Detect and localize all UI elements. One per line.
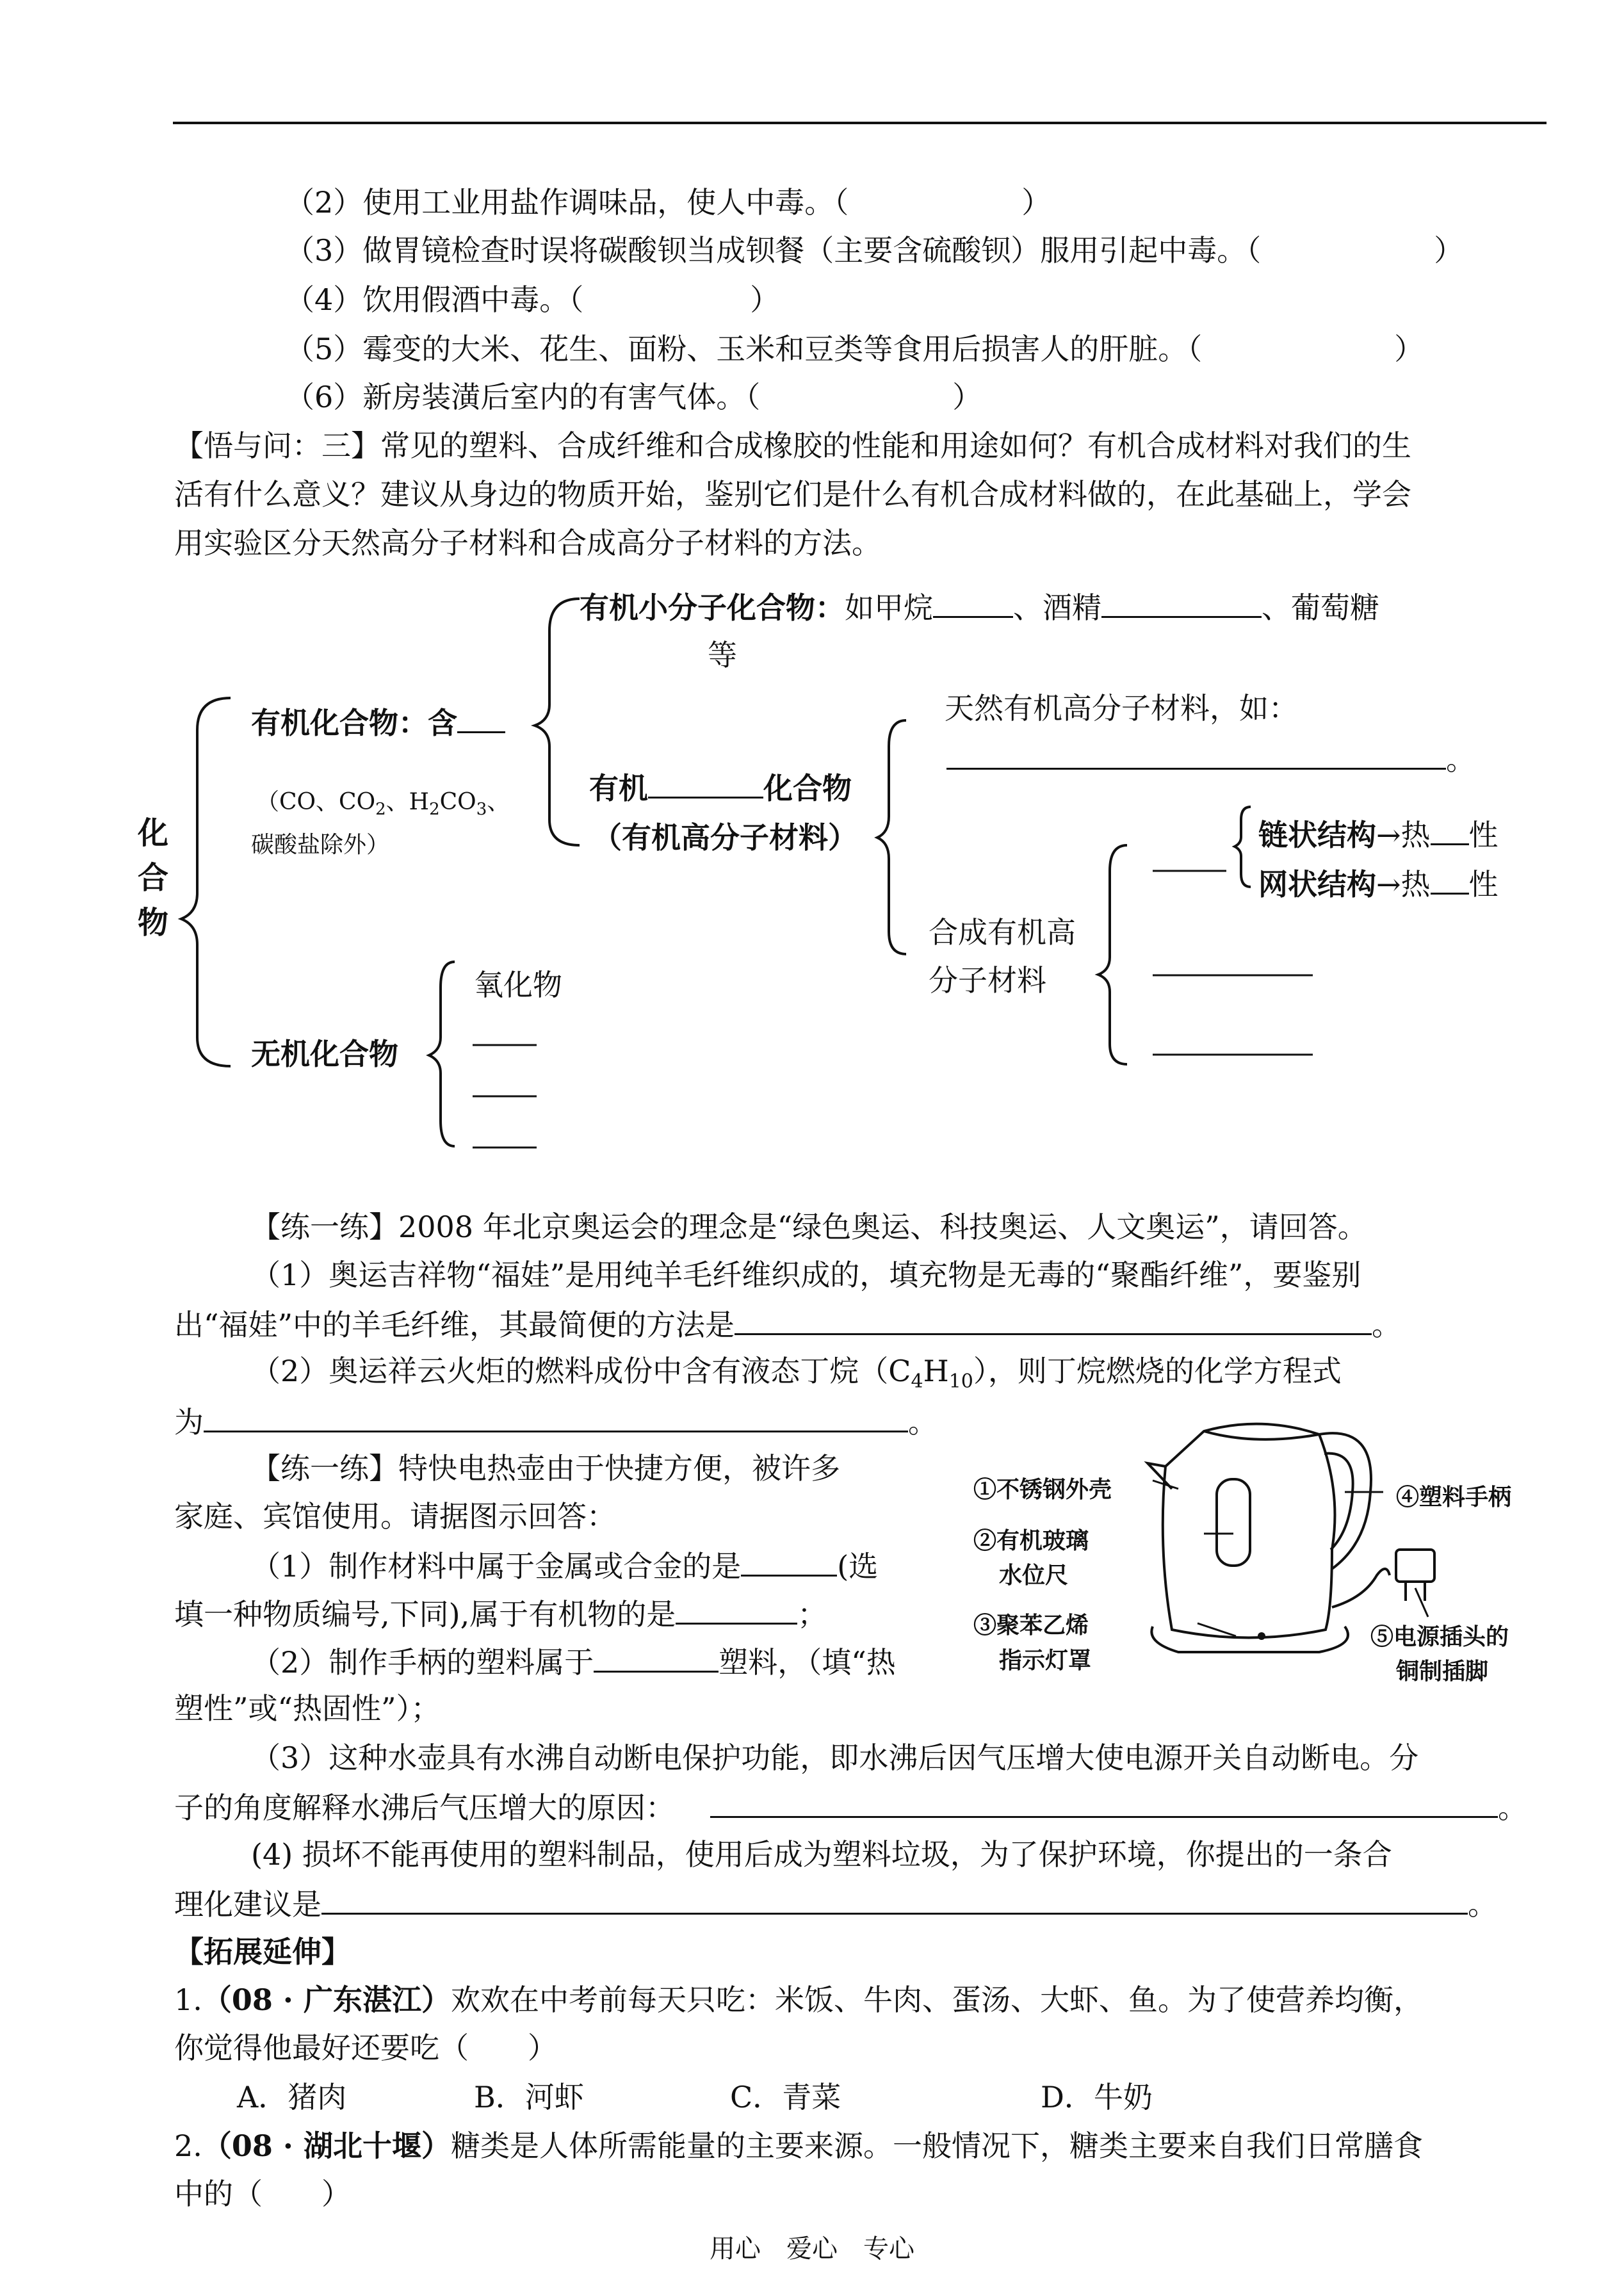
practice2-q4-line2: 理化建议是 。: [174, 1885, 1497, 1922]
practice1-intro: 【练一练】2008 年北京奥运会的理念是“绿色奥运、科技奥运、人文奥运”，请回答。: [251, 1210, 1367, 1244]
list-item-2: （2）使用工业用盐作调味品，使人中毒。（ ）: [285, 185, 1052, 220]
extension-option-c: C．青菜: [730, 2080, 841, 2114]
extension-option-b: B．河虾: [474, 2080, 584, 2114]
practice1-q1-line1: （1）奥运吉祥物“福娃”是用纯羊毛纤维织成的，填充物是无毒的“聚酯纤维”，要鉴别: [251, 1258, 1361, 1292]
extension-option-a: A．猪肉: [237, 2080, 347, 2114]
kettle-label-handle: ④塑料手柄: [1396, 1484, 1512, 1511]
extension-q1-line2: 你觉得他最好还要吃（ ）: [174, 2031, 557, 2065]
practice2-q2-line1: （2）制作手柄的塑料属于 塑料，（填“热: [251, 1642, 965, 1680]
practice2-q1-line1: （1）制作材料中属于金属或合金的是 (选: [251, 1546, 878, 1584]
chain-structure-row: 链状结构→热 性: [1258, 815, 1498, 853]
inorganic-compound-label: 无机化合物: [251, 1037, 398, 1071]
synthetic-polymer-label-2: 分子材料: [929, 963, 1046, 998]
practice1-q2-line2: 为 。: [174, 1402, 938, 1440]
list-item-3: （3）做胃镜检查时误将碳酸钡当成钡餐（主要含硫酸钡）服用引起中毒。（ ）: [285, 233, 1464, 268]
extension-option-d: D．牛奶: [1041, 2080, 1153, 2114]
kettle-label-gauge-1: ②有机玻璃: [973, 1527, 1089, 1554]
list-item-5: （5）霉变的大米、花生、面粉、玉米和豆类等食用后损害人的肝脏。（ ）: [285, 332, 1424, 366]
root-compound-char-1: 化: [138, 815, 169, 851]
root-compound-char-2: 合: [138, 860, 169, 896]
kettle-label-gauge-2: 水位尺: [999, 1562, 1069, 1589]
extension-title: 【拓展延伸】: [174, 1934, 351, 1969]
kettle-label-lamp-2: 指示灯罩: [999, 1647, 1092, 1674]
wuyuwen-line-3: 用实验区分天然高分子材料和合成高分子材料的方法。: [174, 526, 881, 560]
list-item-6: （6）新房装潢后室内的有害气体。（ ）: [285, 380, 982, 414]
kettle-label-plug-2: 铜制插脚: [1396, 1658, 1489, 1685]
practice2-q3-line1: （3）这种水壶具有水沸自动断电保护功能，即水沸后因气压增大使电源开关自动断电。分: [251, 1740, 1419, 1775]
page-footer: 用心 爱心 专心: [710, 2234, 914, 2264]
list-item-4: （4）饮用假酒中毒。（ ）: [285, 282, 780, 317]
wuyuwen-line-1: 【悟与问：三】常见的塑料、合成纤维和合成橡胶的性能和用途如何？有机合成材料对我们的生: [174, 428, 1411, 463]
oxide-label: 氧化物: [474, 968, 562, 1002]
practice2-q1-line2: 填一种物质编号,下同),属于有机物的是 ；: [174, 1594, 827, 1632]
high-molecule-note: （有机高分子材料）: [592, 820, 857, 855]
practice2-q2-line2: 塑性”或“热固性”）；: [174, 1691, 441, 1726]
practice1-q1-line2: 出“福娃”中的羊毛纤维，其最简便的方法是 。: [174, 1305, 1401, 1343]
kettle-label-shell: ①不锈钢外壳: [973, 1476, 1112, 1503]
natural-polymer-blank: 。: [946, 740, 1475, 777]
organic-note-2: 碳酸盐除外）: [251, 832, 390, 858]
kettle-label-lamp-1: ③聚苯乙烯: [973, 1612, 1089, 1639]
practice2-intro-2: 家庭、宾馆使用。请据图示回答：: [174, 1499, 616, 1534]
kettle-label-plug-1: ⑤电源插头的: [1370, 1623, 1509, 1650]
organic-compound-label: 有机化合物：含: [251, 703, 505, 741]
natural-polymer-label: 天然有机高分子材料，如：: [945, 691, 1298, 726]
synthetic-polymer-label-1: 合成有机高: [929, 915, 1076, 950]
extension-q2-line1: 2.（08 · 湖北十堰）糖类是人体所需能量的主要来源。一般情况下，糖类主要来自我们日常膳食: [174, 2129, 1423, 2163]
practice2-q4-line1: (4) 损坏不能再使用的塑料制品，使用后成为塑料垃圾，为了保护环境，你提出的一条合: [251, 1837, 1392, 1872]
small-molecule-etc: 等: [708, 638, 737, 672]
extension-q2-line2: 中的（ ）: [174, 2177, 351, 2211]
small-molecule-row: 有机小分子化合物：如甲烷 、酒精 、葡萄糖: [580, 588, 1379, 626]
practice2-intro-1: 【练一练】特快电热壶由于快捷方便，被许多: [251, 1451, 840, 1486]
network-structure-row: 网状结构→热 性: [1258, 864, 1498, 902]
wuyuwen-line-2: 活有什么意义？建议从身边的物质开始，鉴别它们是什么有机合成材料做的，在此基础上，学会: [174, 477, 1411, 512]
practice2-q3-line2: 子的角度解释水沸后气压增大的原因： 。: [174, 1788, 1527, 1826]
high-molecule-label: 有机 化合物: [589, 768, 852, 806]
root-compound-char-3: 物: [138, 905, 169, 941]
practice1-q2-line1: （2）奥运祥云火炬的燃料成份中含有液态丁烷$(C_4H_{10})$，则丁烷燃烧的化学方程式: [251, 1354, 1342, 1393]
organic-note-1: （CO、$CO_2$、$H_2CO_3$、: [256, 789, 510, 820]
extension-q1-line1: 1.（08 · 广东湛江）欢欢在中考前每天只吃：米饭、牛肉、蛋汤、大虾、鱼。为了使营养均衡，: [174, 1983, 1423, 2017]
